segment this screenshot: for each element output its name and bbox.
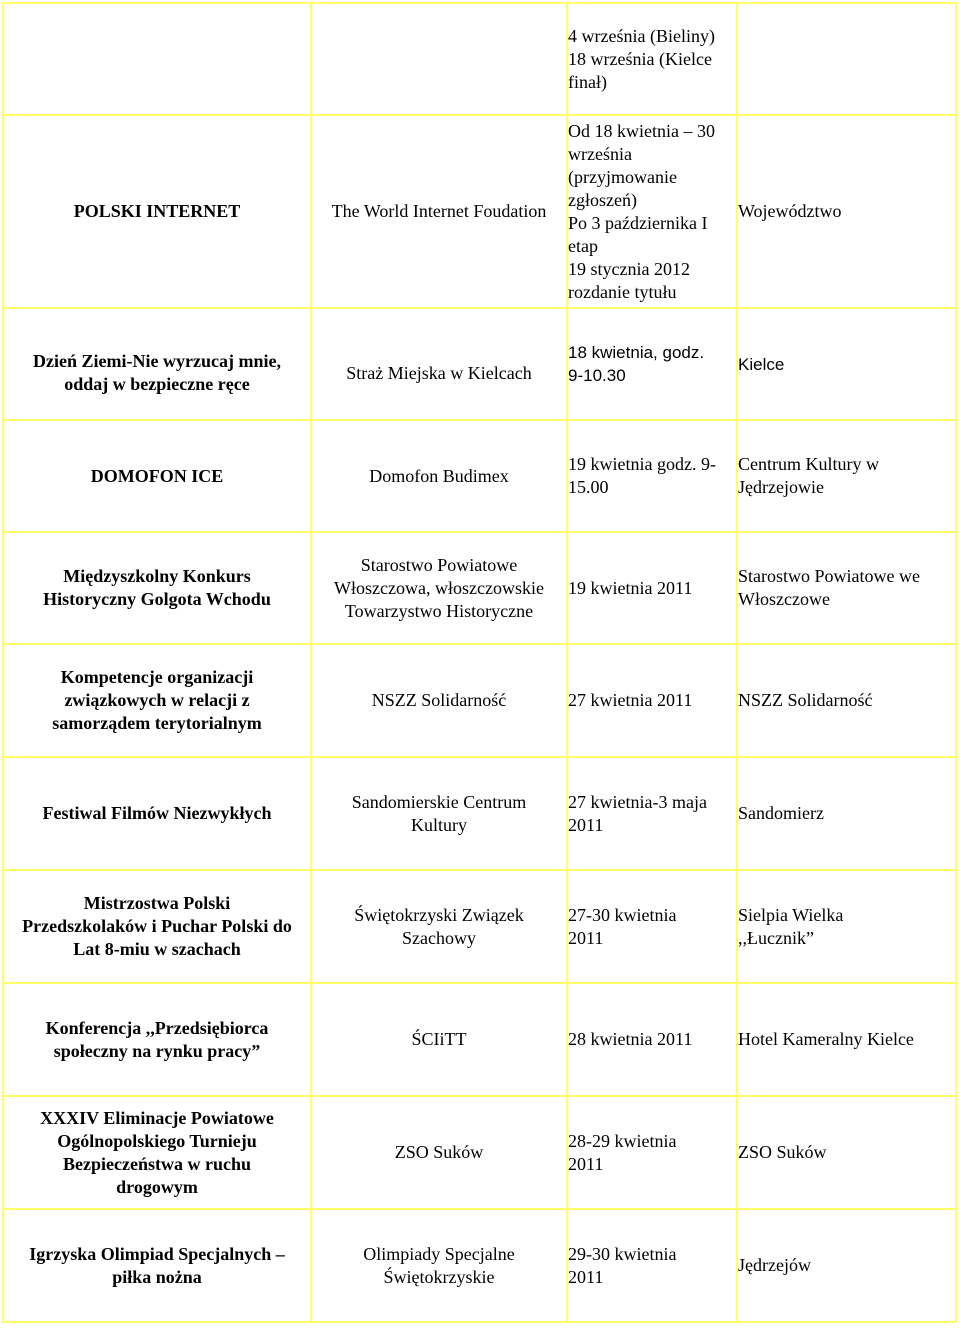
date-cell bbox=[567, 757, 737, 870]
event-name-cell bbox=[3, 757, 311, 870]
organizer: NSZZ Solidarność bbox=[371, 690, 507, 710]
table-row bbox=[3, 1096, 956, 1209]
event-place: Sandomierz bbox=[738, 803, 824, 823]
event-date: 18 kwietnia, godz. 9-10.30 bbox=[568, 343, 705, 385]
organizer-cell bbox=[311, 644, 567, 757]
event-date: 19 kwietnia 2011 bbox=[568, 577, 693, 598]
event-name: DOMOFON ICE bbox=[90, 465, 224, 486]
event-name-cell bbox=[3, 532, 311, 644]
table-row bbox=[3, 115, 956, 308]
event-name: XXXIV Eliminacje Powiatowe Ogólnopolskiego Turnieju Bezpieczeństwa w ruchu drogowym bbox=[40, 1107, 274, 1197]
organizer-cell bbox=[311, 870, 567, 983]
event-date: 27 kwietnia-3 maja 2011 bbox=[568, 791, 707, 835]
place-cell bbox=[737, 983, 956, 1096]
table-row bbox=[3, 308, 956, 420]
place-cell bbox=[737, 420, 956, 532]
event-name-cell bbox=[3, 983, 311, 1096]
event-place: Kielce bbox=[738, 354, 785, 374]
event-date: 27 kwietnia 2011 bbox=[568, 690, 693, 710]
organizer: Straż Miejska w Kielcach bbox=[346, 362, 532, 383]
date-cell bbox=[567, 983, 737, 1096]
date-cell bbox=[567, 644, 737, 757]
event-name-cell bbox=[3, 3, 311, 115]
place-cell bbox=[737, 757, 956, 870]
organizer: Sandomierskie Centrum Kultury bbox=[351, 791, 527, 835]
event-place: Sielpia Wielka ,,Łucznik” bbox=[738, 904, 844, 948]
table-row bbox=[3, 644, 956, 757]
event-date: 4 września (Bieliny) 18 września (Kielce finał) bbox=[568, 25, 715, 92]
place-cell bbox=[737, 115, 956, 308]
event-name-cell bbox=[3, 115, 311, 308]
event-date: 28 kwietnia 2011 bbox=[568, 1029, 693, 1049]
place-cell bbox=[737, 308, 956, 420]
event-name-cell bbox=[3, 1096, 311, 1209]
event-date: 19 kwietnia godz. 9- 15.00 bbox=[568, 454, 716, 497]
event-name: Międzyszkolny Konkurs Historyczny Golgota Wchodu bbox=[43, 566, 271, 609]
place-cell bbox=[737, 3, 956, 115]
place-cell bbox=[737, 1096, 956, 1209]
event-name-cell bbox=[3, 644, 311, 757]
date-cell bbox=[567, 420, 737, 532]
event-name-cell bbox=[3, 1209, 311, 1322]
organizer-cell bbox=[311, 757, 567, 870]
event-name: Mistrzostwa Polski Przedszkolaków i Puchar Polski do Lat 8-miu w szachach bbox=[22, 893, 292, 959]
event-date: 29-30 kwietnia 2011 bbox=[568, 1243, 677, 1287]
organizer-cell bbox=[311, 308, 567, 420]
event-place: Jędrzejów bbox=[738, 1255, 811, 1275]
organizer-cell bbox=[311, 1096, 567, 1209]
organizer: ZSO Suków bbox=[394, 1142, 484, 1162]
event-name: Kompetencje organizacji związkowych w relacji z samorządem terytorialnym bbox=[52, 667, 262, 733]
date-cell bbox=[567, 3, 737, 115]
event-name: Dzień Ziemi-Nie wyrzucaj mnie, oddaj w bezpieczne ręce bbox=[33, 351, 281, 394]
event-place: ZSO Suków bbox=[738, 1142, 827, 1162]
organizer-cell bbox=[311, 115, 567, 308]
event-name-cell bbox=[3, 870, 311, 983]
place-cell bbox=[737, 870, 956, 983]
organizer-cell bbox=[311, 983, 567, 1096]
table-row bbox=[3, 757, 956, 870]
event-place: Centrum Kultury w Jędrzejowie bbox=[738, 454, 879, 497]
date-cell bbox=[567, 1209, 737, 1322]
organizer: Starostwo Powiatowe Włoszczowa, włoszczowskie Towarzystwo Historyczne bbox=[334, 554, 544, 621]
event-date: 28-29 kwietnia 2011 bbox=[568, 1130, 677, 1174]
event-name: Festiwal Filmów Niezwykłych bbox=[42, 803, 272, 823]
organizer: ŚCIiTT bbox=[411, 1029, 467, 1049]
table-row bbox=[3, 983, 956, 1096]
event-date: 27-30 kwietnia 2011 bbox=[568, 904, 677, 948]
place-cell bbox=[737, 532, 956, 644]
organizer-cell bbox=[311, 1209, 567, 1322]
date-cell bbox=[567, 1096, 737, 1209]
table-row bbox=[3, 420, 956, 532]
organizer: Świętokrzyski Związek Szachowy bbox=[354, 904, 524, 948]
place-cell bbox=[737, 644, 956, 757]
place-cell bbox=[737, 1209, 956, 1322]
date-cell bbox=[567, 115, 737, 308]
event-name: Konferencja ,,Przedsiębiorca społeczny na rynku pracy” bbox=[45, 1017, 269, 1061]
organizer: The World Internet Foudation bbox=[331, 201, 547, 221]
event-place: Województwo bbox=[738, 201, 842, 221]
organizer: Domofon Budimex bbox=[369, 465, 509, 486]
date-cell bbox=[567, 870, 737, 983]
table-row bbox=[3, 3, 956, 115]
events-table bbox=[2, 2, 957, 1323]
organizer-cell bbox=[311, 420, 567, 532]
event-date: Od 18 kwietnia – 30 września (przyjmowanie zgłoszeń) Po 3 października I etap 19 stycznia 2012 rozdanie tytułu bbox=[568, 120, 715, 302]
date-cell bbox=[567, 532, 737, 644]
event-place: Hotel Kameralny Kielce bbox=[738, 1029, 914, 1049]
table-row bbox=[3, 532, 956, 644]
event-name: Igrzyska Olimpiad Specjalnych – piłka nożna bbox=[29, 1243, 285, 1287]
organizer-cell bbox=[311, 3, 567, 115]
organizer-cell bbox=[311, 532, 567, 644]
event-place: Starostwo Powiatowe we Włoszczowe bbox=[738, 566, 920, 609]
table-row bbox=[3, 1209, 956, 1322]
table-row bbox=[3, 870, 956, 983]
event-place: NSZZ Solidarność bbox=[738, 690, 873, 710]
event-name: POLSKI INTERNET bbox=[73, 201, 241, 221]
date-cell bbox=[567, 308, 737, 420]
organizer: Olimpiady Specjalne Świętokrzyskie bbox=[363, 1243, 515, 1287]
event-name-cell bbox=[3, 420, 311, 532]
event-name-cell bbox=[3, 308, 311, 420]
